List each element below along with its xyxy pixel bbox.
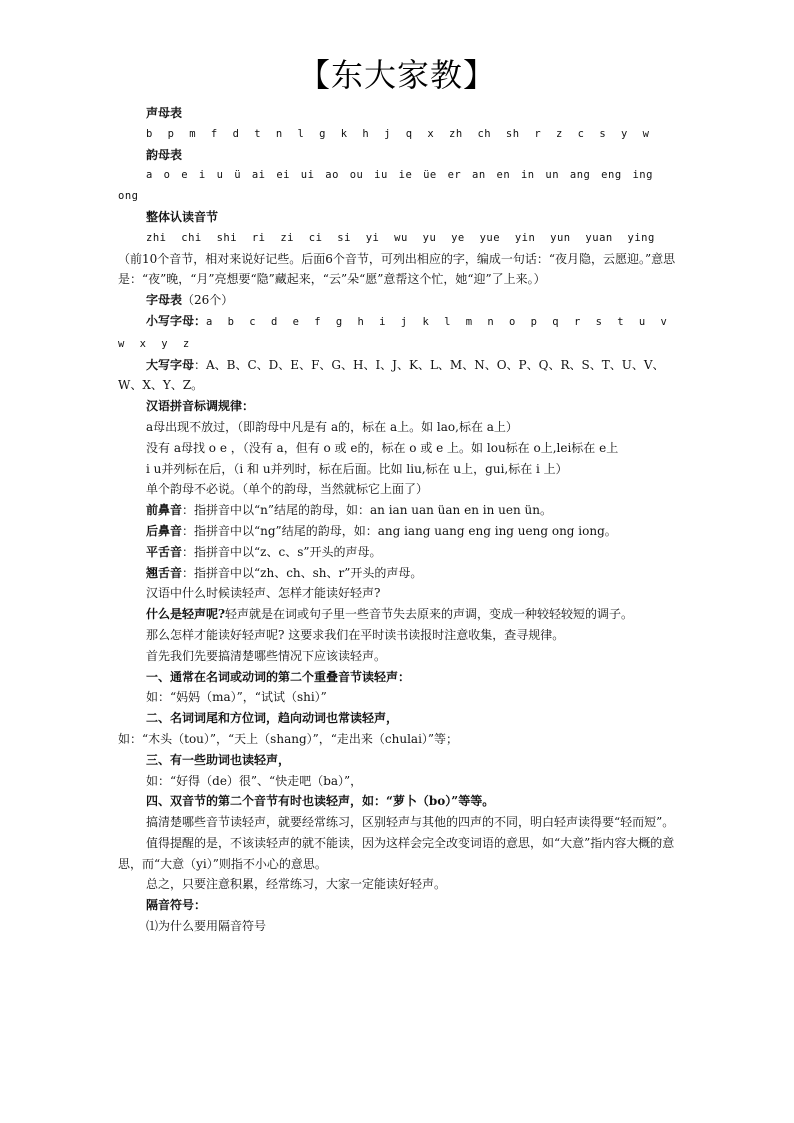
first-paragraph: 首先我们先要搞清楚哪些情况下应该读轻声。 <box>146 648 387 663</box>
daxie-label: 大写字母 <box>146 357 195 372</box>
qianbi-line <box>118 500 678 521</box>
shengmu-list: b p m f d t n l g k h j q x zh ch sh r z c s y w <box>146 127 650 140</box>
rule-4: 单个韵母不必说。（单个的韵母，当然就标它上面了） <box>146 482 429 497</box>
pingshe-line <box>118 542 678 563</box>
qianbi-text: ：指拼音中以“n”结尾的韵母，如：an ian uan üan en in uen ün。 <box>182 503 552 518</box>
zhengti-note: （前10个音节，相对来说好记些。后面6个音节，可列出相应的字，编成一句话：“夜月隐，云愿迎。”意思是：“夜”晚，“月”亮想要“隐”藏起来，“云”朵“愿”意帮这个忙，她“迎”了上来。） <box>118 251 676 287</box>
howto-paragraph: 那么怎样才能读好轻声呢? 这要求我们在平时读书读报时注意收集，查寻规律。 <box>146 627 565 642</box>
summary-paragraph: 总之，只要注意积累，经常练习，大家一定能读好轻声。 <box>146 877 447 892</box>
case-2-example: 如：“木头（tou）”，“天上（shang）”，“走出来（chulai）”等； <box>118 731 459 746</box>
case-3-heading: 三、有一些助词也读轻声， <box>146 752 291 767</box>
practice-paragraph: 搞清楚哪些音节读轻声，就要经常练习，区别轻声与其他的四声的不同，明白轻声读得要“轻而短”。 <box>146 815 675 830</box>
geyin-heading: 隔音符号： <box>146 898 207 913</box>
zimu-count: （26个） <box>182 293 234 308</box>
geyin-question-1: ⑴为什么要用隔音符号 <box>146 919 267 934</box>
shengmu-heading: 声母表 <box>146 106 183 120</box>
xiaoxie-label: 小写字母： <box>146 313 207 328</box>
zimu-heading: 字母表 <box>146 293 183 308</box>
pingshe-text: ：指拼音中以“z、c、s”开头的声母。 <box>182 544 382 559</box>
qingsheng-def-label: 什么是轻声呢? <box>146 607 226 622</box>
case-3-example: 如：“好得（de）很”、“快走吧（ba）”， <box>146 773 363 788</box>
qiaoshe-text: ：指拼音中以“zh、ch、sh、r”开头的声母。 <box>182 565 423 580</box>
qingsheng-question: 汉语中什么时候读轻声、怎样才能读好轻声? <box>146 586 381 601</box>
page-title: 【东大家教】 <box>297 56 496 94</box>
yunmu-list: a o e i u ü ai ei ui ao ou iu ie üe er an en in un ang eng ing ong <box>118 169 653 203</box>
biaodiao-heading: 汉语拼音标调规律： <box>146 399 255 414</box>
houbi-label: 后鼻音 <box>146 523 183 538</box>
houbi-line <box>118 521 678 542</box>
rule-3: i u并列标在后，（i 和 u并列时，标在后面。比如 liu,标在 u上，gui,标在 i 上） <box>146 461 568 476</box>
xiaoxie-line <box>118 311 678 355</box>
case-2-heading: 二、名词词尾和方位词，趋向动词也常读轻声， <box>146 711 399 726</box>
qingsheng-definition <box>118 604 678 625</box>
case-1-heading: 一、通常在名词或动词的第二个重叠音节读轻声： <box>146 669 411 684</box>
note-paragraph: 值得提醒的是，不该读轻声的就不能读，因为这样会完全改变词语的意思，如“大意”指内容大概的意思，而“大意（yi）”则指不小心的意思。 <box>118 835 675 871</box>
xiaoxie-list: a b c d e f g h i j k l m n o p q r s t u v w x y z <box>118 315 668 350</box>
qiaoshe-label: 翘舌音 <box>146 565 183 580</box>
zhengti-list: zhi chi shi ri zi ci si yi wu yu ye yue yin yun yuan ying <box>146 231 655 244</box>
qianbi-label: 前鼻音 <box>146 503 183 518</box>
document-body <box>118 103 678 937</box>
pingshe-label: 平舌音 <box>146 544 183 559</box>
houbi-text: ：指拼音中以“ng”结尾的韵母，如：ang iang uang eng ing ueng ong iong。 <box>182 523 617 538</box>
yunmu-heading: 韵母表 <box>146 147 183 162</box>
qingsheng-def-text: 轻声就是在词或句子里一些音节失去原来的声调，变成一种较轻较短的调子。 <box>225 607 634 622</box>
daxie-line <box>118 355 678 397</box>
zhengti-heading: 整体认读音节 <box>146 209 219 224</box>
case-1-example: 如：“妈妈（ma）”，“试试（shi）” <box>146 690 327 705</box>
case-4-heading: 四、双音节的第二个音节有时也读轻声，如：“萝卜（bo）”等等。 <box>146 794 495 809</box>
zimu-line <box>118 290 678 311</box>
rule-2: 没有 a母找 o e ，（没有 a，但有 o 或 e的，标在 o 或 e 上。如 lou标在 o上,lei标在 e上 <box>146 440 619 455</box>
rule-1: a母出现不放过，（即韵母中凡是有 a的，标在 a上。如 lao,标在 a上） <box>146 419 518 434</box>
qiaoshe-line <box>118 563 678 584</box>
daxie-list: ：A、B、C、D、E、F、G、H、I、J、K、L、M、N、O、P、Q、R、S、T、U、V、W、X、Y、Z。 <box>118 357 665 393</box>
